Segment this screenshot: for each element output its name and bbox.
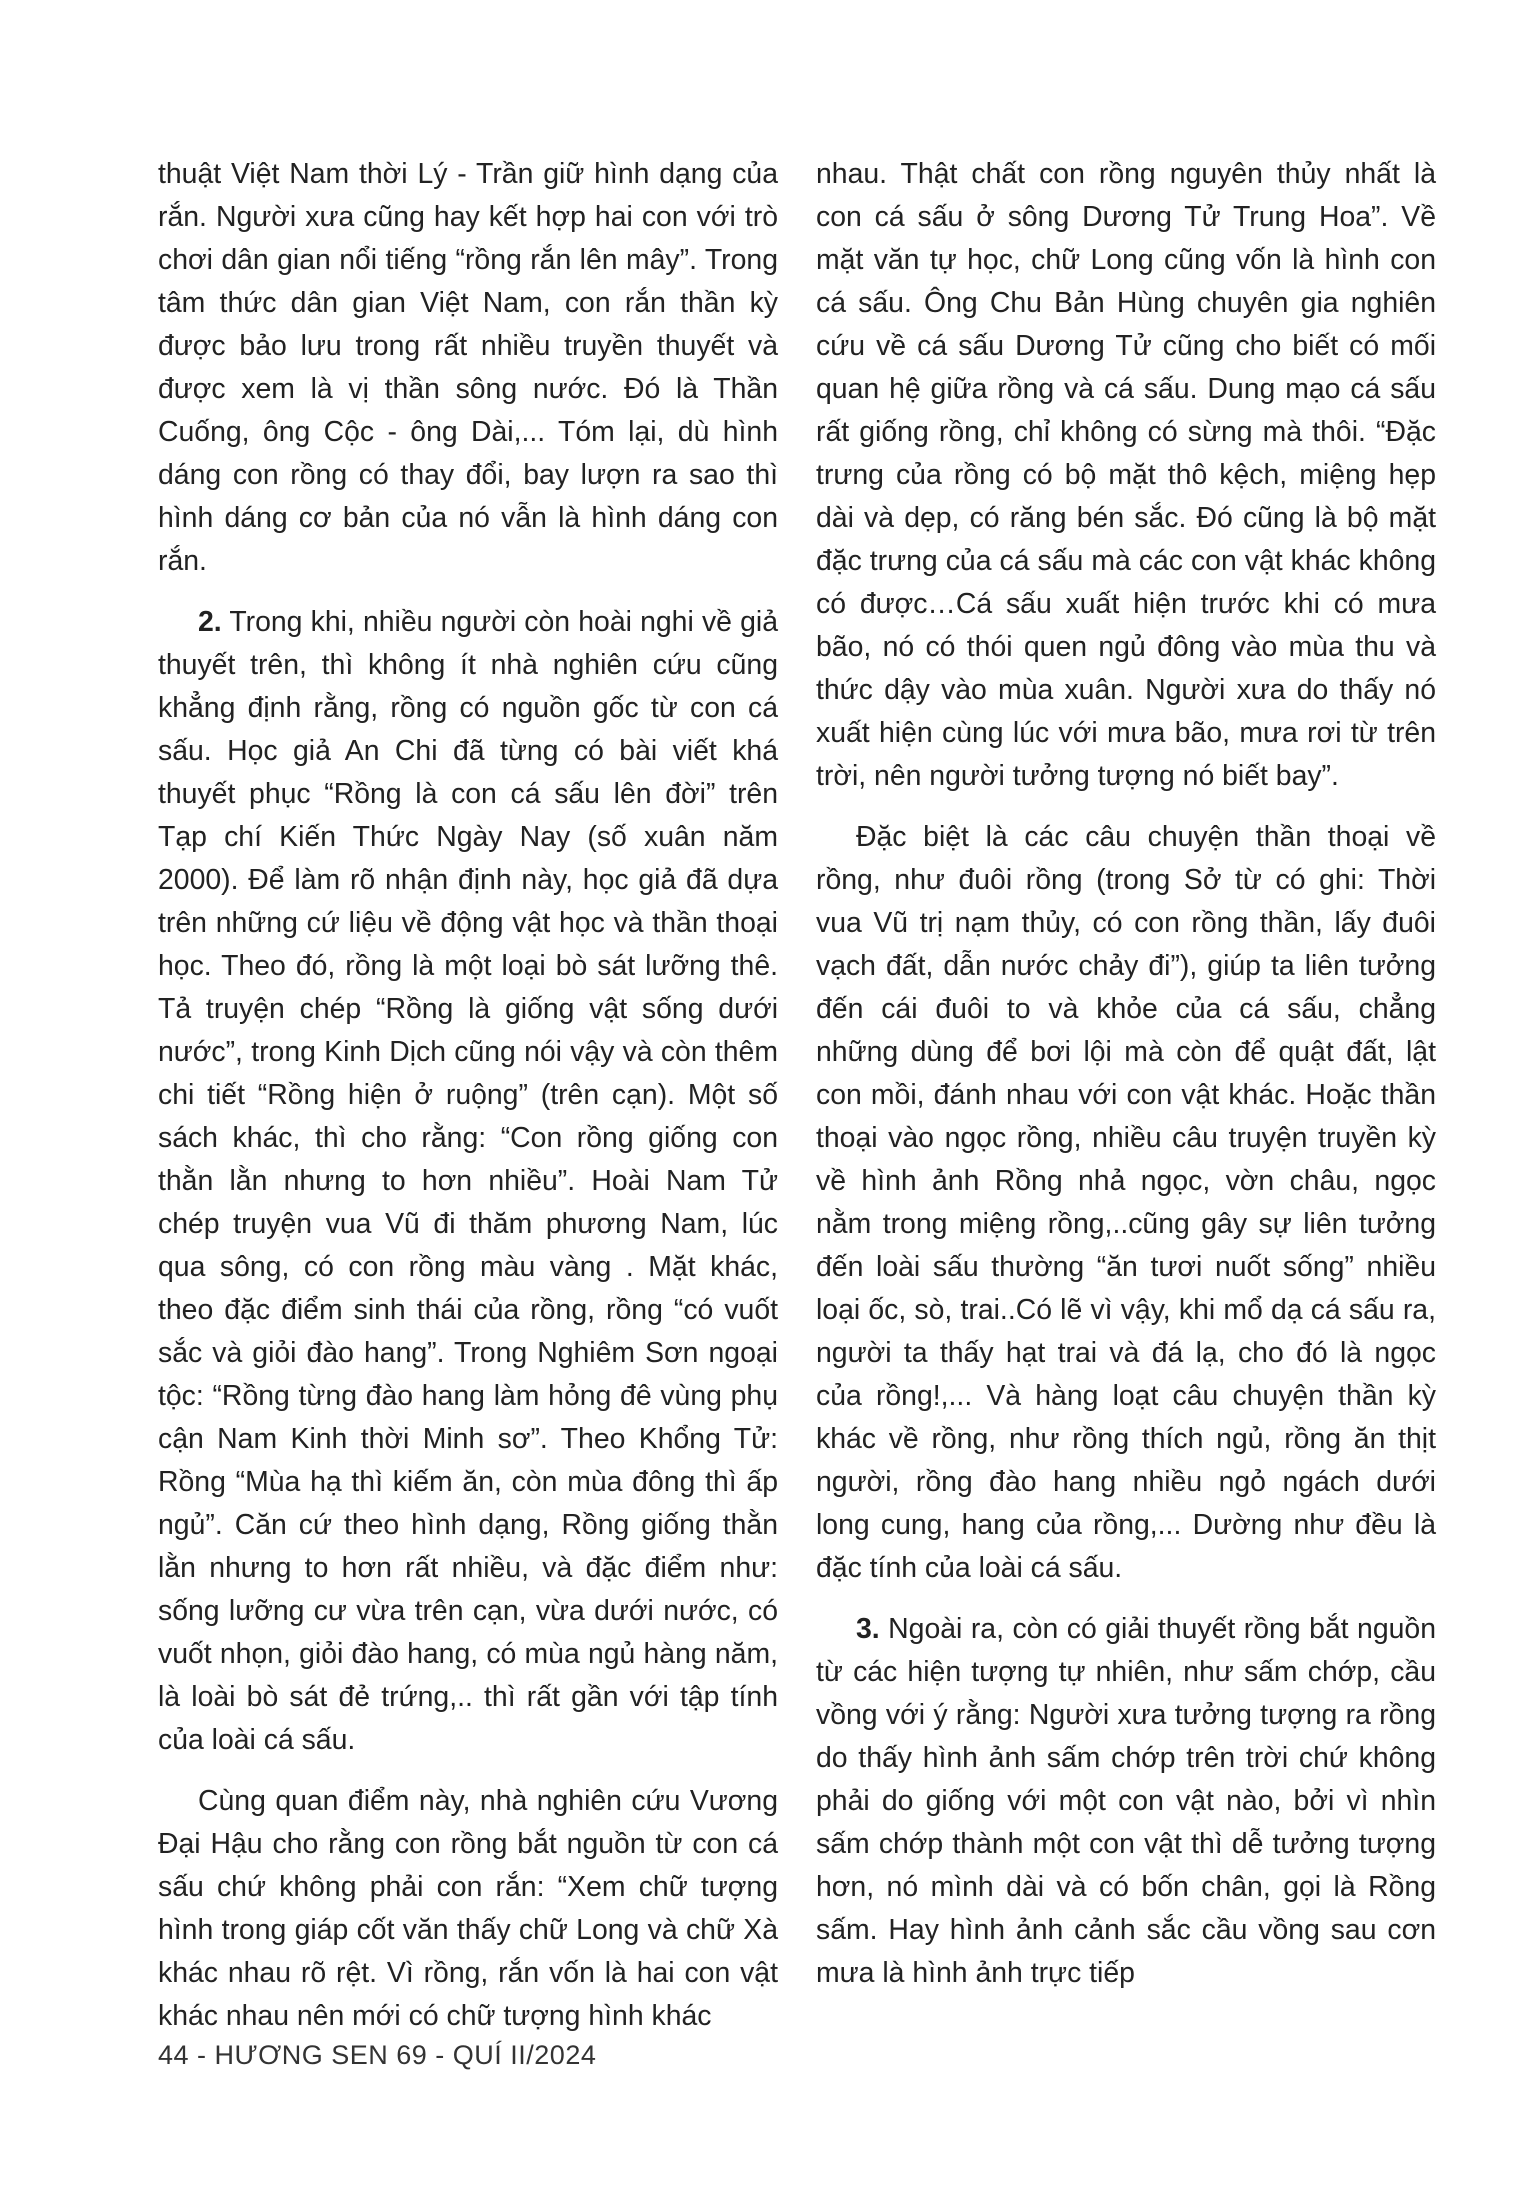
paragraph-yangtze-crocodile: nhau. Thật chất con rồng nguyên thủy nhất là con cá sấu ở sông Dương Tử Trung Hoa”. Về mặt văn tự học, chữ Long cũng vốn là hình con cá sấu. Ông Chu Bản Hùng chuyên gia nghiên cứu về cá sấu Dương Tử cũng cho biết có mối quan hệ giữa rồng và cá sấu. Dung mạo cá sấu rất giống rồng, chỉ không có sừng mà thôi. “Đặc trưng của rồng có bộ mặt thô kệch, miệng hẹp dài và dẹp, có răng bén sắc. Đó cũng là bộ mặt đặc trưng của cá sấu mà các con vật khác không có được…Cá sấu xuất hiện trước khi có mưa bão, nó có thói quen ngủ đông vào mùa thu và thức dậy vào mùa xuân. Người xưa do thấy nó xuất hiện cùng lúc với mưa bão, mưa rơi từ trên trời, nên người tưởng tượng nó biết bay”. xyxy=(816,158,1436,792)
paragraph-text: Ngoài ra, còn có giải thuyết rồng bắt nguồn từ các hiện tượng tự nhiên, như sấm chớp, cầu vồng với ý rằng: Người xưa tưởng tượng ra rồng do thấy hình ảnh sấm chớp trên trời chứ không phải do giống với một con vật nào, bởi vì nhìn sấm chớp thành một con vật thì dễ tưởng tượng hơn, nó mình dài và có bốn chân, gọi là Rồng sấm. Hay hình ảnh cảnh sắc cầu vồng sau cơn mưa là hình ảnh trực tiếp xyxy=(816,1613,1436,1989)
left-column xyxy=(158,153,778,2056)
section-number: 2. xyxy=(198,606,222,638)
paragraph-natural-phenomena xyxy=(816,1608,1436,1995)
paragraph-vuong-dai-hau: Cùng quan điểm này, nhà nghiên cứu Vương Đại Hậu cho rằng con rồng bắt nguồn từ con cá sấu chứ không phải con rắn: “Xem chữ tượng hình trong giáp cốt văn thấy chữ Long và chữ Xà khác nhau rõ rệt. Vì rồng, rắn vốn là hai con vật khác nhau nên mới có chữ tượng hình khác xyxy=(158,1785,778,2032)
paragraph-text: Trong khi, nhiều người còn hoài nghi về giả thuyết trên, thì không ít nhà nghiên cứu cũng khẳng định rằng, rồng có nguồn gốc từ con cá sấu. Học giả An Chi đã từng có bài viết khá thuyết phục “Rồng là con cá sấu lên đời” trên Tạp chí Kiến Thức Ngày Nay (số xuân năm 2000). Để làm rõ nhận định này, học giả đã dựa trên những cứ liệu về động vật học và thần thoại học. Theo đó, rồng là một loại bò sát lưỡng thê. Tả truyện chép “Rồng là giống vật sống dưới nước”, trong Kinh Dịch cũng nói vậy và còn thêm chi tiết “Rồng hiện ở ruộng” (trên cạn). Một số sách khác, thì cho rằng: “Con rồng giống con thằn lằn nhưng to hơn nhiều”. Hoài Nam Tử chép truyện vua Vũ đi thăm phương Nam, lúc qua sông, có con rồng màu vàng . Mặt khác, theo đặc điểm sinh thái của rồng, rồng “có vuốt sắc và giỏi đào hang”. Trong Nghiêm Sơn ngoại tộc: “Rồng từng đào hang làm hỏng đê vùng phụ cận Nam Kinh thời Minh sơ”. Theo Khổng Tử: Rồng “Mùa hạ thì kiếm ăn, còn mùa đông thì ấp ngủ”. Căn cứ theo hình dạng, Rồng giống thằn lằn nhưng to hơn rất nhiều, và đặc điểm như: sống lưỡng cư vừa trên cạn, vừa dưới nước, có vuốt nhọn, giỏi đào hang, có mùa ngủ hàng năm, là loài bò sát đẻ trứng,.. thì rất gần với tập tính của loài cá sấu. xyxy=(158,606,778,1756)
section-number: 3. xyxy=(856,1613,880,1645)
right-column xyxy=(816,153,1436,2013)
paragraph-dragon-myths: Đặc biệt là các câu chuyện thần thoại về rồng, như đuôi rồng (trong Sở từ có ghi: Thời vua Vũ trị nạm thủy, có con rồng thần, lấy đuôi vạch đất, dẫn nước chảy đi”), giúp ta liên tưởng đến cái đuôi to và khỏe của cá sấu, chẳng những dùng để bơi lội mà còn để quật đất, lật con mồi, đánh nhau với con vật khác. Hoặc thần thoại vào ngọc rồng, nhiều câu truyện truyền kỳ về hình ảnh Rồng nhả ngọc, vờn châu, ngọc nằm trong miệng rồng,..cũng gây sự liên tưởng đến loài sấu thường “ăn tươi nuốt sống” nhiều loại ốc, sò, trai..Có lẽ vì vậy, khi mổ dạ cá sấu ra, người ta thấy hạt trai và đá lạ, cho đó là ngọc của rồng!,... Và hàng loạt câu chuyện thần kỳ khác về rồng, như rồng thích ngủ, rồng ăn thịt người, rồng đào hang nhiều ngỏ ngách dưới long cung, hang của rồng,... Dường như đều là đặc tính của loài cá sấu. xyxy=(816,821,1436,1584)
paragraph-crocodile-origin xyxy=(158,601,778,1762)
page-footer: 44 - HƯƠNG SEN 69 - QUÍ II/2024 xyxy=(158,2040,597,2070)
paragraph-snake-origin: thuật Việt Nam thời Lý - Trần giữ hình dạng của rắn. Người xưa cũng hay kết hợp hai con với trò chơi dân gian nổi tiếng “rồng rắn lên mây”. Trong tâm thức dân gian Việt Nam, con rắn thần kỳ được bảo lưu trong rất nhiều truyền thuyết và được xem là vị thần sông nước. Đó là Thần Cuống, ông Cộc - ông Dài,... Tóm lại, dù hình dáng con rồng có thay đổi, bay lượn ra sao thì hình dáng cơ bản của nó vẫn là hình dáng con rắn. xyxy=(158,158,778,577)
